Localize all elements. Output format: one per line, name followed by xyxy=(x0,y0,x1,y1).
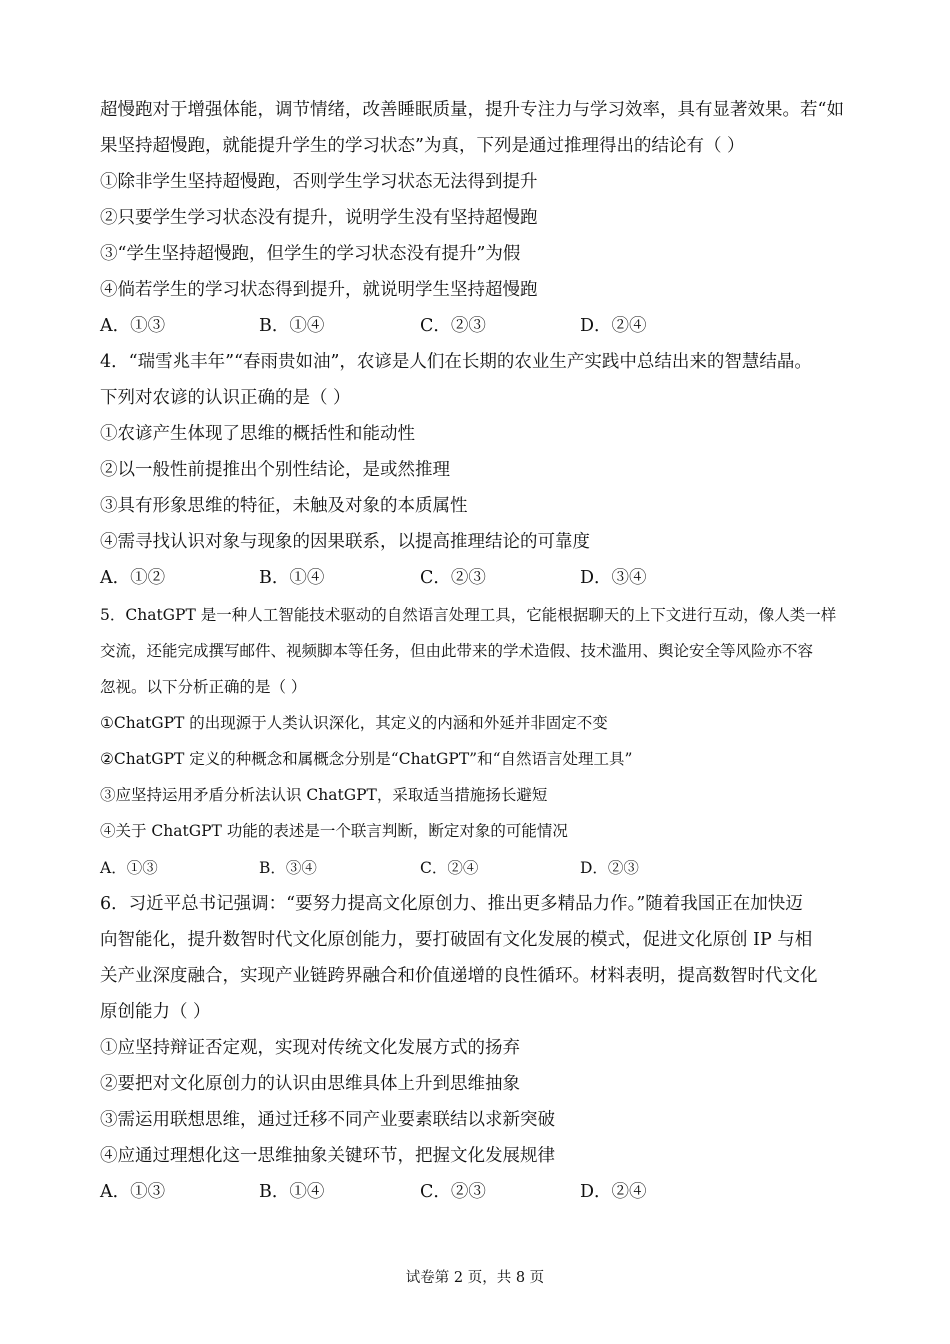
q6-stem-line-1: 6．习近平总书记强调：“要努力提高文化原创力、推出更多精品力作。”随着我国正在加快迈 xyxy=(100,894,803,914)
q3-statement-1: ①除非学生坚持超慢跑，否则学生学习状态无法得到提升 xyxy=(100,172,538,192)
q6-stem-line-4: 原创能力（ ） xyxy=(100,1002,211,1022)
q5-option-d: D．②③ xyxy=(580,859,639,877)
q4-option-c: C．②③ xyxy=(420,568,486,588)
q6-option-c: C．②③ xyxy=(420,1182,486,1202)
q4-option-a: A．①② xyxy=(100,568,166,588)
q6-option-a: A．①③ xyxy=(100,1182,166,1202)
q3-option-d: D．②④ xyxy=(580,316,647,336)
q6-stem-line-2: 向智能化，提升数智时代文化原创能力，要打破固有文化发展的模式，促进文化原创 IP 与相 xyxy=(100,930,813,950)
q6-statement-3: ③需运用联想思维，通过迁移不同产业要素联结以求新突破 xyxy=(100,1110,555,1130)
q5-option-b: B．③④ xyxy=(259,859,317,877)
q4-stem-line-2: 下列对农谚的认识正确的是（ ） xyxy=(100,388,351,408)
q4-statement-1: ①农谚产生体现了思维的概括性和能动性 xyxy=(100,424,415,444)
q3-option-b: B．①④ xyxy=(259,316,325,336)
q4-statement-2: ②以一般性前提推出个别性结论，是或然推理 xyxy=(100,460,450,480)
q6-statement-1: ①应坚持辩证否定观，实现对传统文化发展方式的扬弃 xyxy=(100,1038,520,1058)
q4-statement-3: ③具有形象思维的特征，未触及对象的本质属性 xyxy=(100,496,468,516)
q5-statement-4: ④关于 ChatGPT 功能的表述是一个联言判断，断定对象的可能情况 xyxy=(100,822,568,840)
q5-stem-line-3: 忽视。以下分析正确的是（ ） xyxy=(100,678,307,696)
page-footer: 试卷第 2 页，共 8 页 xyxy=(405,1270,545,1286)
q4-statement-4: ④需寻找认识对象与现象的因果联系，以提高推理结论的可靠度 xyxy=(100,532,590,552)
q3-stem-line-1: 超慢跑对于增强体能，调节情绪，改善睡眠质量，提升专注力与学习效率，具有显著效果。若“如 xyxy=(100,100,844,120)
q6-option-b: B．①④ xyxy=(259,1182,325,1202)
q5-option-a: A．①③ xyxy=(100,859,158,877)
q5-statement-1: ①ChatGPT 的出现源于人类认识深化，其定义的内涵和外延并非固定不变 xyxy=(100,714,608,732)
q5-statement-2: ②ChatGPT 定义的种概念和属概念分别是“ChatGPT”和“自然语言处理工具” xyxy=(100,750,633,768)
q4-option-b: B．①④ xyxy=(259,568,325,588)
q5-stem-line-1: 5．ChatGPT 是一种人工智能技术驱动的自然语言处理工具，它能根据聊天的上下文进行互动，像人类一样 xyxy=(100,606,837,624)
q4-option-d: D．③④ xyxy=(580,568,647,588)
q3-statement-3: ③“学生坚持超慢跑，但学生的学习状态没有提升”为假 xyxy=(100,244,521,264)
q3-stem-line-2: 果坚持超慢跑，就能提升学生的学习状态”为真，下列是通过推理得出的结论有（ ） xyxy=(100,136,745,156)
q6-stem-line-3: 关产业深度融合，实现产业链跨界融合和价值递增的良性循环。材料表明，提高数智时代文化 xyxy=(100,966,818,986)
q5-option-c: C．②④ xyxy=(420,859,479,877)
q6-statement-4: ④应通过理想化这一思维抽象关键环节，把握文化发展规律 xyxy=(100,1146,555,1166)
q4-stem-line-1: 4．“瑞雪兆丰年”“春雨贵如油”，农谚是人们在长期的农业生产实践中总结出来的智慧结晶。 xyxy=(100,352,812,372)
q5-stem-line-2: 交流，还能完成撰写邮件、视频脚本等任务，但由此带来的学术造假、技术滥用、舆论安全等风险亦不容 xyxy=(100,642,814,660)
q3-statement-4: ④倘若学生的学习状态得到提升，就说明学生坚持超慢跑 xyxy=(100,280,538,300)
q6-statement-2: ②要把对文化原创力的认识由思维具体上升到思维抽象 xyxy=(100,1074,520,1094)
q3-option-a: A．①③ xyxy=(100,316,166,336)
q6-option-d: D．②④ xyxy=(580,1182,647,1202)
q3-option-c: C．②③ xyxy=(420,316,486,336)
q3-statement-2: ②只要学生学习状态没有提升，说明学生没有坚持超慢跑 xyxy=(100,208,538,228)
q5-statement-3: ③应坚持运用矛盾分析法认识 ChatGPT，采取适当措施扬长避短 xyxy=(100,786,548,804)
